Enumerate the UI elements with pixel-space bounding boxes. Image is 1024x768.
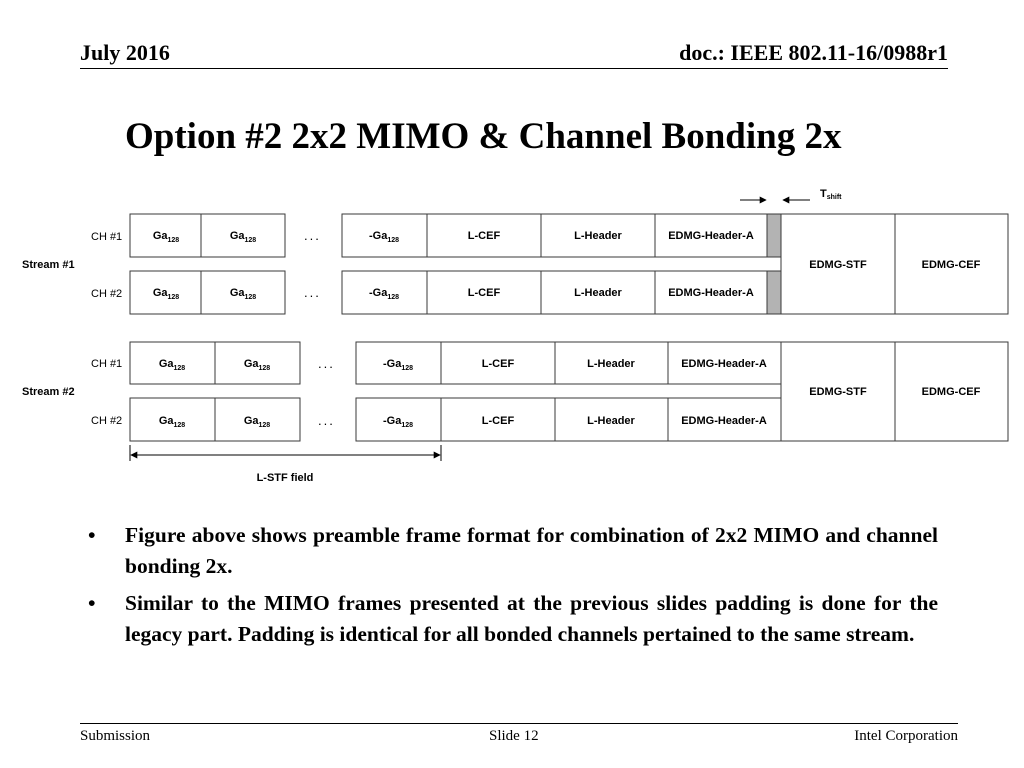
bullet-text: Figure above shows preamble frame format for combination of 2x2 MIMO and channel bonding 2x. [125, 523, 938, 578]
s2-ch2-label: CH #2 [91, 415, 123, 427]
svg-text:Ga128: Ga128 [158, 415, 186, 429]
s2-ch2-row [130, 398, 781, 441]
svg-text:Ga128: Ga128 [229, 287, 257, 301]
svg-text:L-CEF: L-CEF [481, 358, 515, 370]
padding-block [767, 271, 781, 314]
bullet-item: • Figure above shows preamble frame format for combination of 2x2 MIMO and channel bonding 2x. [88, 523, 938, 578]
svg-text:L-Header: L-Header [574, 287, 622, 299]
footer-submission: Submission [80, 728, 151, 744]
svg-text:EDMG-Header-A: EDMG-Header-A [668, 230, 754, 242]
s1-ch1-label: CH #1 [91, 231, 123, 243]
svg-text:Ga128: Ga128 [152, 230, 180, 244]
svg-text:EDMG-Header-A: EDMG-Header-A [681, 415, 767, 427]
s1-ch2-label: CH #2 [91, 288, 123, 300]
svg-text:L-CEF: L-CEF [467, 287, 501, 299]
svg-text:L-Header: L-Header [574, 230, 622, 242]
svg-text:Ga128: Ga128 [152, 287, 180, 301]
ellipsis: ... [304, 228, 321, 243]
svg-text:Ga128: Ga128 [158, 358, 186, 372]
tshift-label: Tshift [820, 188, 842, 201]
header-doc-id: doc.: IEEE 802.11-16/0988r1 [679, 40, 948, 65]
s2-ch1-label: CH #1 [91, 358, 123, 370]
svg-text:EDMG-STF: EDMG-STF [809, 386, 867, 398]
ellipsis: ... [318, 413, 335, 428]
stream1-label: Stream #1 [22, 259, 75, 271]
svg-text:EDMG-CEF: EDMG-CEF [921, 259, 981, 271]
svg-text:-Ga128: -Ga128 [382, 415, 414, 429]
svg-text:EDMG-Header-A: EDMG-Header-A [681, 358, 767, 370]
bullet-text: Similar to the MIMO frames presented at the previous slides padding is done for the legacy part. Padding is identical for all bonded channels pertained to the same stream. [125, 591, 938, 646]
svg-text:-Ga128: -Ga128 [368, 230, 400, 244]
svg-text:Ga128: Ga128 [243, 415, 271, 429]
svg-text:L-Header: L-Header [587, 358, 635, 370]
s1-ch1-row [130, 214, 781, 257]
s2-ch1-row [130, 342, 781, 384]
padding-block [767, 214, 781, 257]
bullet-item: • Similar to the MIMO frames presented at the previous slides padding is done for the legacy part. Padding is identical for all bonded channels pertained to the same stream. [88, 591, 938, 646]
footer-slide-number: Slide 12 [489, 728, 539, 744]
svg-text:EDMG-CEF: EDMG-CEF [921, 386, 981, 398]
footer-rule [80, 723, 958, 724]
svg-text:L-CEF: L-CEF [481, 415, 515, 427]
lstf-field-label: L-STF field [256, 472, 314, 484]
svg-text:-Ga128: -Ga128 [368, 287, 400, 301]
slide-title: Option #2 2x2 MIMO & Channel Bonding 2x [125, 116, 842, 157]
stream2-label: Stream #2 [22, 386, 75, 398]
svg-text:L-CEF: L-CEF [467, 230, 501, 242]
svg-text:EDMG-STF: EDMG-STF [809, 259, 867, 271]
s1-ch2-row [130, 271, 781, 314]
svg-text:Ga128: Ga128 [243, 358, 271, 372]
ellipsis: ... [304, 285, 321, 300]
lstf-field-dimension [130, 445, 441, 461]
svg-text:Ga128: Ga128 [229, 230, 257, 244]
footer-company: Intel Corporation [854, 728, 958, 744]
header-date: July 2016 [80, 40, 170, 65]
svg-text:L-Header: L-Header [587, 415, 635, 427]
svg-text:EDMG-Header-A: EDMG-Header-A [668, 287, 754, 299]
bullet-list [88, 520, 938, 656]
svg-text:-Ga128: -Ga128 [382, 358, 414, 372]
ellipsis: ... [318, 356, 335, 371]
